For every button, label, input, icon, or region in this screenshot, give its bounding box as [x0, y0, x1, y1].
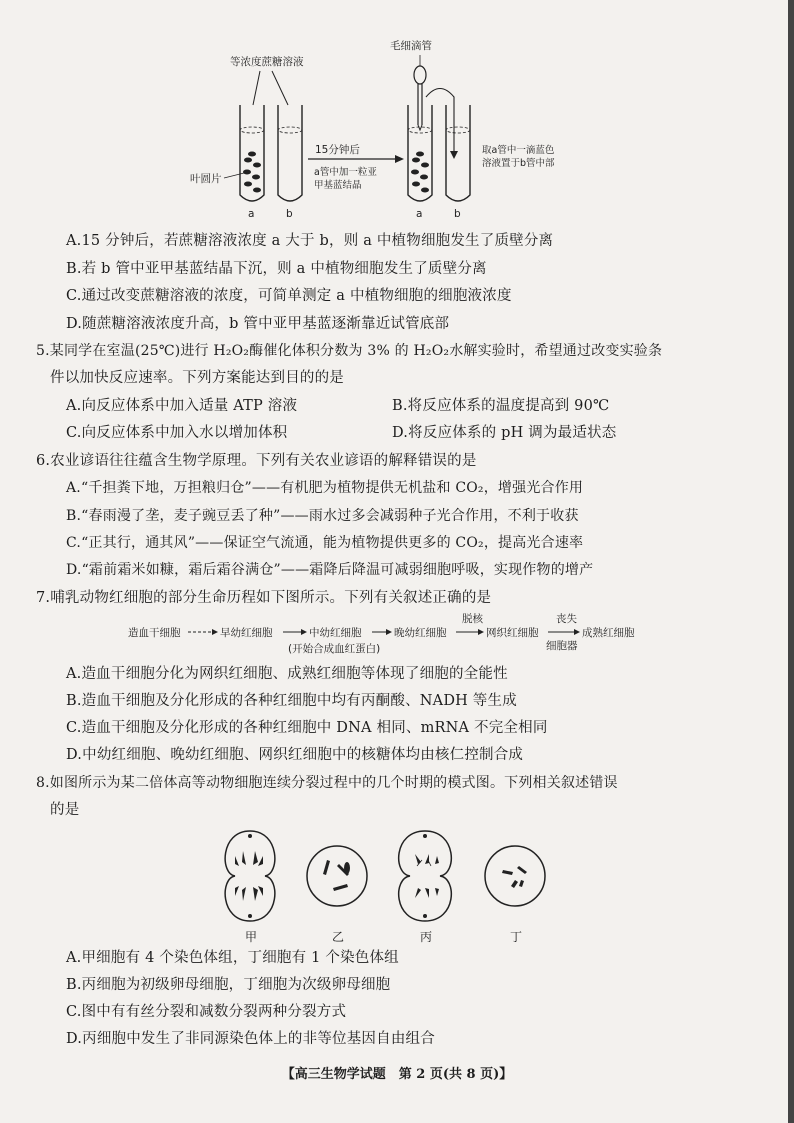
chain-above-enucleate: 脱核	[462, 613, 483, 625]
q4-option-d: D.随蔗糖溶液浓度升高，b 管中亚甲基蓝逐渐靠近试管底部	[66, 316, 450, 332]
label-transfer-2: 溶液置于b管中部	[482, 158, 555, 169]
q5-option-a: A.向反应体系中加入适量 ATP 溶液	[66, 398, 298, 414]
chain-c1: 造血干细胞	[128, 627, 181, 639]
q7-option-d: D.中幼红细胞、晚幼红细胞、网织红细胞中的核糖体均由核仁控制合成	[66, 747, 524, 763]
q7-option-a: A.造血干细胞分化为网织红细胞、成熟红细胞等体现了细胞的全能性	[66, 666, 508, 682]
chain-c4: 晚幼红细胞	[394, 627, 447, 639]
pipette-bulb	[414, 66, 426, 84]
leaf-discs	[243, 152, 261, 193]
q5-option-c: C.向反应体系中加入水以增加体积	[66, 425, 288, 441]
label-tube-b2: b	[454, 208, 461, 220]
label-solution: 等浓度蔗糖溶液	[230, 56, 304, 68]
q6-option-a: A.“千担粪下地，万担粮归仓”——有机肥为植物提供无机盐和 CO₂，增强光合作用	[66, 480, 584, 496]
label-tube-a2: a	[416, 208, 423, 220]
q4-option-c: C.通过改变蔗糖溶液的浓度，可简单测定 a 中植物细胞的细胞液浓度	[66, 288, 512, 304]
q8-option-c: C.图中有有丝分裂和减数分裂两种分裂方式	[66, 1004, 347, 1020]
chain-c5: 网织红细胞	[486, 627, 539, 639]
chain-note: (开始合成血红蛋白)	[288, 643, 381, 655]
cell-label-jia: 甲	[245, 930, 258, 944]
q6-option-b: B.“春雨漫了垄，麦子豌豆丢了种”——雨水过多会减弱种子光合作用，不利于收获	[66, 508, 579, 524]
q4-option-b: B.若 b 管中亚甲基蓝结晶下沉，则 a 中植物细胞发生了质壁分离	[66, 261, 487, 277]
q6-option-c: C.“正其行，通其风”——保证空气流通，能为植物提供更多的 CO₂，提高光合速率	[66, 535, 584, 551]
label-crystal-1: a管中加一粒亚	[314, 167, 377, 178]
q5-option-d: D.将反应体系的 pH 调为最适状态	[392, 425, 617, 441]
cell-jia	[225, 831, 275, 921]
q8-option-b: B.丙细胞为初级卵母细胞，丁细胞为次级卵母细胞	[66, 977, 391, 993]
q8-option-a: A.甲细胞有 4 个染色体组，丁细胞有 1 个染色体组	[66, 950, 399, 966]
cell-ding	[485, 846, 545, 906]
label-transfer-1: 取a管中一滴蓝色	[482, 145, 555, 156]
tube-b-right	[446, 105, 470, 201]
tube-experiment-svg	[190, 35, 610, 225]
q5-stem-line1: 5.某同学在室温(25℃)进行 H₂O₂酶催化体积分数为 3% 的 H₂O₂水解实验时，希望通过改变实验条	[36, 343, 663, 359]
tube-b-left	[278, 105, 302, 201]
q8-stem-line2: 的是	[50, 802, 80, 818]
cell-yi	[307, 846, 367, 906]
cell-bing	[399, 831, 452, 921]
q7-option-c: C.造血干细胞及分化形成的各种红细胞中 DNA 相同、mRNA 不完全相同	[66, 720, 548, 736]
q5-option-b: B.将反应体系的温度提高到 90℃	[392, 398, 610, 414]
chain-c6: 成熟红细胞	[582, 627, 635, 639]
label-crystal-2: 甲基蓝结晶	[314, 180, 362, 191]
q8-option-d: D.丙细胞中发生了非同源染色体上的非等位基因自由组合	[66, 1031, 435, 1047]
chain-above-lose: 丧失	[556, 613, 577, 625]
cell-label-ding: 丁	[510, 930, 523, 944]
q5-stem-line2: 件以加快反应速率。下列方案能达到目的的是	[50, 370, 344, 386]
rbc-lineage-svg	[128, 612, 648, 660]
scan-edge	[788, 0, 794, 1123]
cell-division-svg	[215, 826, 555, 946]
chain-c2: 早幼红细胞	[220, 627, 273, 639]
tube-experiment-figure	[190, 35, 610, 225]
cell-division-figure	[215, 826, 555, 946]
page-footer: 【高三生物学试题 第 2 页(共 8 页)】	[281, 1067, 513, 1082]
chain-below-organelle: 细胞器	[546, 640, 578, 652]
q4-option-a: A.15 分钟后，若蔗糖溶液浓度 a 大于 b，则 a 中植物细胞发生了质壁分离	[66, 233, 554, 249]
q7-option-b: B.造血干细胞及分化形成的各种红细胞中均有丙酮酸、NADH 等生成	[66, 693, 517, 709]
q6-option-d: D.“霜前霜米如糠，霜后霜谷满仓”——霜降后降温可减弱细胞呼吸，实现作物的增产	[66, 562, 594, 578]
rbc-lineage-diagram	[128, 612, 648, 660]
cell-label-yi: 乙	[332, 930, 345, 944]
label-tube-b1: b	[286, 208, 293, 220]
q6-stem: 6.农业谚语往往蕴含生物学原理。下列有关农业谚语的解释错误的是	[36, 453, 477, 469]
label-pipette: 毛细滴管	[390, 40, 432, 52]
q8-stem-line1: 8.如图所示为某二倍体高等动物细胞连续分裂过程中的几个时期的模式图。下列相关叙述错误	[36, 775, 618, 791]
q7-stem: 7.哺乳动物红细胞的部分生命历程如下图所示。下列有关叙述正确的是	[36, 590, 492, 606]
cell-label-bing: 丙	[420, 930, 433, 944]
label-leaf: 叶圆片	[190, 173, 222, 185]
chain-c3: 中幼红细胞	[309, 627, 362, 639]
label-arrow: 15分钟后	[315, 144, 360, 156]
label-tube-a1: a	[248, 208, 255, 220]
